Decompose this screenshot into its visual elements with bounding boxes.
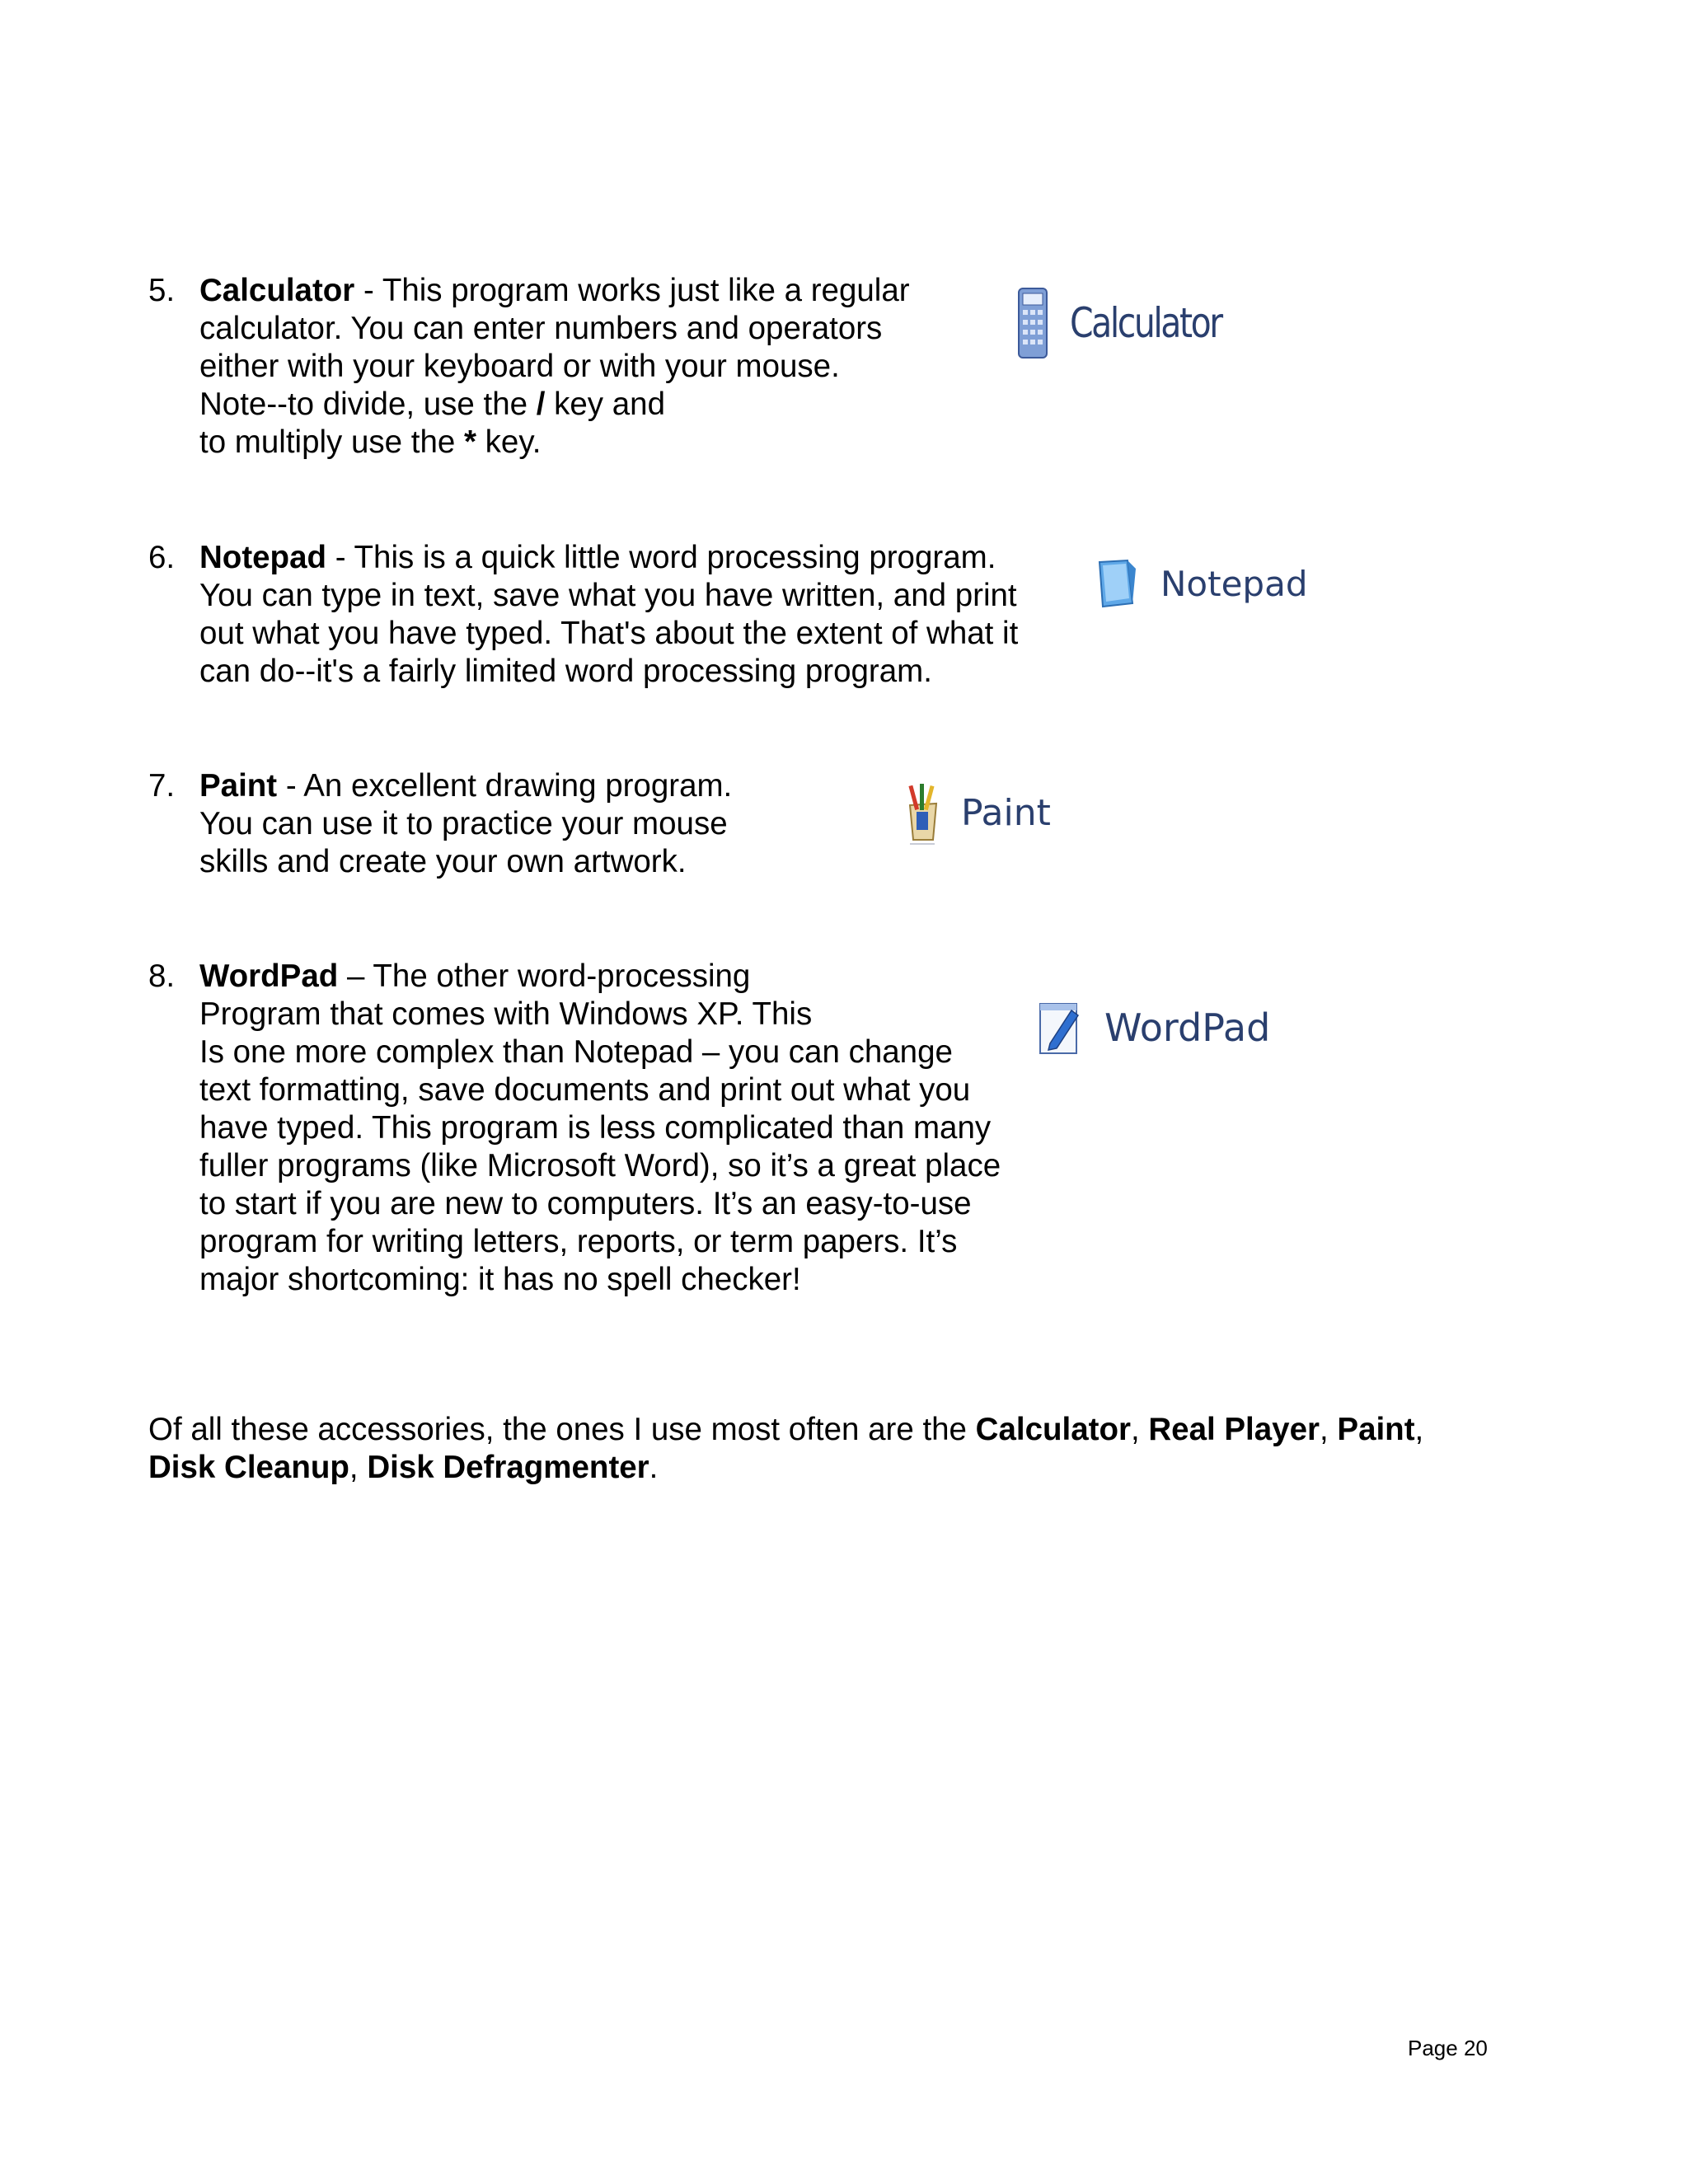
multiply-note: to multiply use the * key. bbox=[199, 424, 542, 460]
item-title: Notepad bbox=[199, 540, 326, 575]
calculator-label: Calculator bbox=[1070, 299, 1221, 347]
notepad-screenshot bbox=[1095, 554, 1307, 613]
app-name: Real Player bbox=[1148, 1412, 1320, 1447]
list-item-wordpad: 8. WordPad – The other word-processing Program that comes with Windows XP. This Is one more complex than Notepad – you can change text formatting, save documents and print out what you have typed. This program is less complicated than many fuller programs (like Microsoft Word), so it’s a great place to start if you are new to computers. It’s an easy-to-use program for writing letters, reports, or term papers. It’s major shortcoming: it has no spell checker! bbox=[148, 958, 1001, 1297]
wordpad-icon bbox=[1037, 999, 1083, 1057]
app-name: Calculator bbox=[975, 1412, 1131, 1447]
notepad-icon bbox=[1095, 557, 1139, 610]
calculator-screenshot bbox=[1014, 282, 1254, 364]
paint-screenshot bbox=[902, 780, 1051, 846]
list-item-paint: 7. Paint - An excellent drawing program. You can use it to practice your mouse skills and create your own artwork. bbox=[148, 768, 733, 879]
item-number: 8. bbox=[148, 958, 176, 994]
paint-icon bbox=[902, 780, 945, 845]
calculator-icon bbox=[1014, 285, 1052, 361]
paint-label: Paint bbox=[961, 791, 1051, 834]
item-title: WordPad bbox=[199, 958, 339, 994]
wordpad-label: WordPad bbox=[1104, 1005, 1271, 1050]
item-number: 7. bbox=[148, 768, 176, 804]
app-name: Disk Cleanup bbox=[148, 1450, 349, 1485]
item-title: Paint bbox=[199, 768, 278, 804]
page-number: Page 20 bbox=[1408, 2036, 1488, 2060]
item-title: Calculator bbox=[199, 273, 355, 308]
item-number: 6. bbox=[148, 540, 176, 575]
notepad-label: Notepad bbox=[1160, 563, 1308, 604]
closing-paragraph: Of all these accessories, the ones I use most often are the Calculator, Real Player, Paint, Disk Cleanup, Disk Defragmenter. bbox=[148, 1412, 1424, 1485]
wordpad-screenshot bbox=[1037, 994, 1270, 1062]
app-name: Disk Defragmenter bbox=[367, 1450, 649, 1485]
app-name: Paint bbox=[1337, 1412, 1415, 1447]
list-item-notepad: 6. Notepad - This is a quick little word processing program. You can type in text, save what you have written, and print out what you have typed. That's about the extent of what it can do--it's a fairly limited word processing program. bbox=[148, 540, 1019, 689]
list-item-calculator: 5. Calculator - This program works just like a regular calculator. You can enter numbers and operators either with your keyboard or with your mouse. Note--to divide, use the / key and to multiply use the * key. bbox=[148, 273, 910, 460]
divide-note: Note--to divide, use the / key and bbox=[199, 387, 665, 422]
item-number: 5. bbox=[148, 273, 176, 308]
